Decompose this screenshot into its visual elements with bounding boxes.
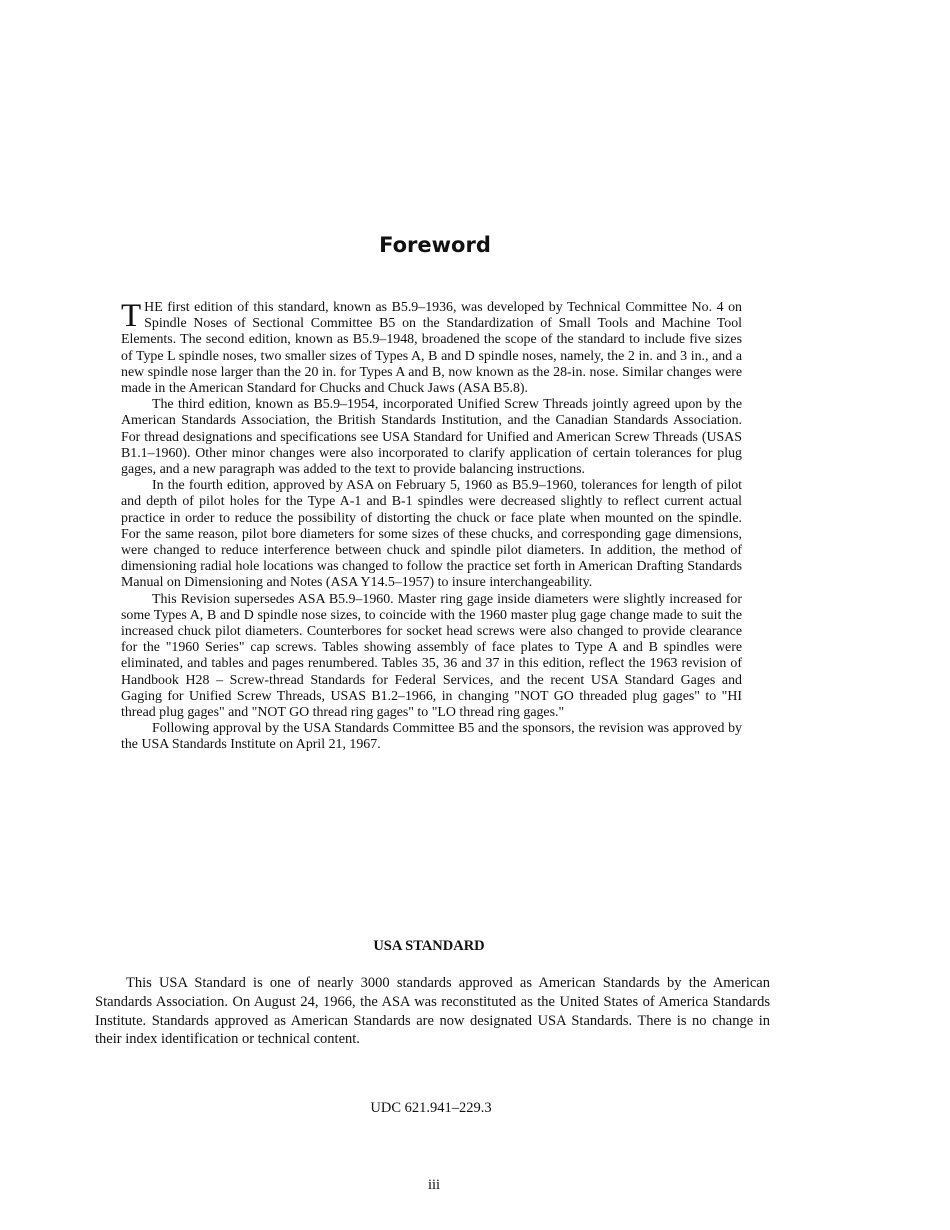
- foreword-paragraph-3: In the fourth edition, approved by ASA on February 5, 1960 as B5.9–1960, tolerances for length of pilot and depth of pilot holes for the Type A-1 and B-1 spindles were decreased slightly to reflect current actual practice in order to reduce the possibility of distorting the chuck or face plate when mounted on the spindle. For the same reason, pilot bore diameters for some sizes of these chucks, and corresponding gage dimensions, were changed to reduce interference between chuck and spindle pilot diameters. In addition, the method of dimensioning radial hole locations was changed to follow the practice set forth in American Drafting Standards Manual on Dimensioning and Notes (ASA Y14.5–1957) to insure interchangeability.: [121, 478, 742, 591]
- foreword-paragraph-4: This Revision supersedes ASA B5.9–1960. Master ring gage inside diameters were slightly increased for some Types A, B and D spindle nose sizes, to coincide with the 1960 master plug gage change made to suit the increased chuck pilot diameters. Counterbores for socket head screws were also changed to provide clearance for the "1960 Series" cap screws. Tables showing assembly of face plates to Type A and B spindles were eliminated, and tables and pages renumbered. Tables 35, 36 and 37 in this edition, reflect the 1963 revision of Handbook H28 – Screw-thread Standards for Federal Services, and the recent USA Standard Gages and Gaging for Unified Screw Threads, USAS B1.2–1966, in changing "NOT GO threaded plug gages" to "HI thread plug gages" and "NOT GO thread ring gages" to "LO thread ring gages.": [121, 591, 742, 721]
- foreword-paragraph-1-text: HE first edition of this standard, known as B5.9–1936, was developed by Technical Committee No. 4 on Spindle Noses of Sectional Committee B5 on the Standardization of Small Tools and Machine Tool Elements. The second edition, known as B5.9–1948, broadened the scope of the standard to include five sizes of Type L spindle noses, two smaller sizes of Types A, B and D spindle noses, namely, the 2 in. and 3 in., and a new spindle nose larger than the 20 in. for Types A and B, now known as the 28-in. nose. Similar changes were made in the American Standard for Chucks and Chuck Jaws (ASA B5.8).: [121, 300, 742, 397]
- drop-cap: T: [121, 298, 142, 334]
- foreword-paragraph-1: [121, 300, 742, 397]
- usa-standard-paragraph: This USA Standard is one of nearly 3000 standards approved as American Standards by the American Standards Association. On August 24, 1966, the ASA was reconstituted as the United States of America Standards Institute. Standards approved as American Standards are now designated USA Standards. There is no change in their index identification or technical content.: [95, 975, 770, 1048]
- usa-standard-heading: USA STANDARD: [373, 938, 485, 954]
- udc-number: UDC 621.941–229.3: [370, 1100, 492, 1116]
- foreword-paragraph-5: Following approval by the USA Standards Committee B5 and the sponsors, the revision was approved by the USA Standards Institute on April 21, 1967.: [121, 721, 742, 753]
- foreword-body: [121, 300, 742, 754]
- page-number: iii: [427, 1177, 441, 1193]
- page-title: Foreword: [379, 233, 491, 257]
- foreword-paragraph-2: The third edition, known as B5.9–1954, incorporated Unified Screw Threads jointly agreed upon by the American Standards Association, the British Standards Institution, and the Canadian Standards Association. For thread designations and specifications see USA Standard for Unified and American Screw Threads (USAS B1.1–1960). Other minor changes were also incorporated to clarify application of certain tolerances for plug gages, and a new paragraph was added to the text to provide balancing instructions.: [121, 397, 742, 478]
